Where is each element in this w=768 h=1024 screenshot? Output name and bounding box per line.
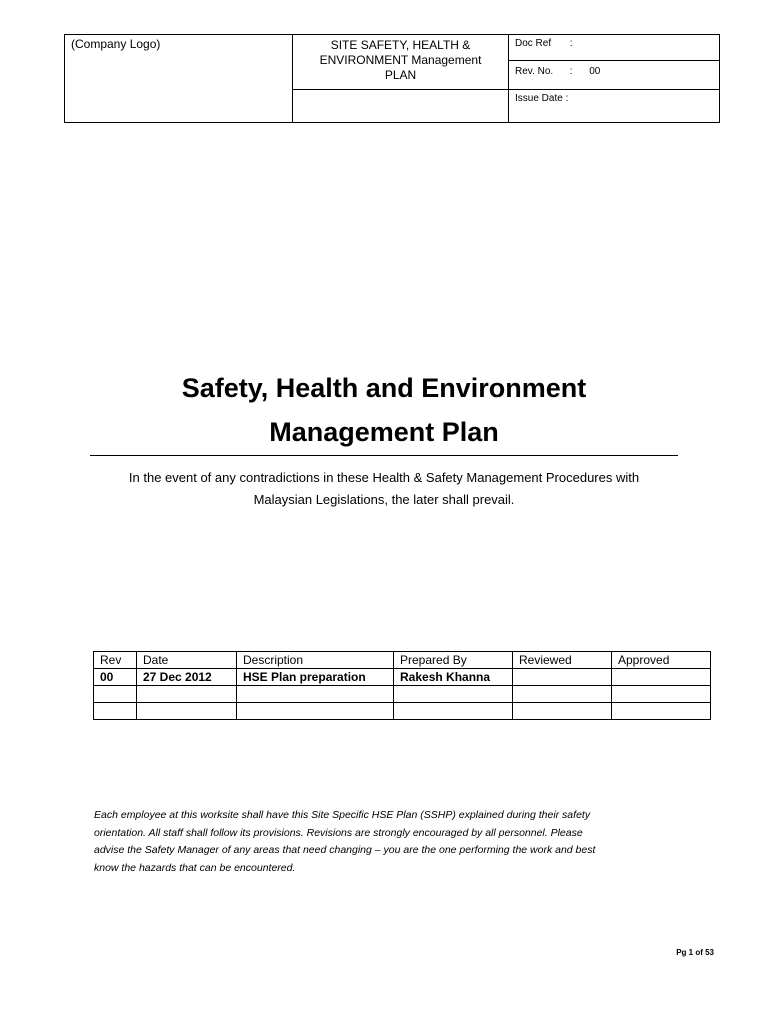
header-title-line-2: ENVIRONMENT Management <box>319 53 482 67</box>
table-cell <box>137 686 237 703</box>
rev-no-value: : 00 <box>569 66 601 77</box>
page-title-line-2: Management Plan <box>269 417 499 447</box>
table-cell: 27 Dec 2012 <box>137 669 237 686</box>
table-cell <box>137 703 237 720</box>
table-cell <box>513 686 612 703</box>
doc-ref-value: : <box>569 38 573 49</box>
column-header-description: Description <box>237 652 394 669</box>
header-title-line-1: SITE SAFETY, HEALTH & <box>330 38 471 52</box>
legislation-note <box>94 467 674 511</box>
table-cell <box>394 686 513 703</box>
table-cell: HSE Plan preparation <box>237 669 394 686</box>
table-cell <box>237 686 394 703</box>
header-title <box>293 35 508 90</box>
header-meta-cell <box>509 35 719 122</box>
revision-table-header <box>94 652 711 669</box>
page-title-line-1: Safety, Health and Environment <box>181 373 587 403</box>
rev-no-label: Rev. No. <box>515 66 554 77</box>
column-header-rev: Rev <box>94 652 137 669</box>
doc-ref-row <box>509 35 719 61</box>
table-cell <box>612 669 711 686</box>
rev-no-row <box>509 61 719 90</box>
table-cell: Rakesh Khanna <box>394 669 513 686</box>
table-row <box>94 686 711 703</box>
page-title <box>90 366 678 454</box>
table-cell <box>394 703 513 720</box>
legislation-note-line-1: In the event of any contradictions in these Health & Safety Management Procedures with <box>128 470 640 485</box>
table-cell <box>94 686 137 703</box>
header-title-line-3: PLAN <box>384 68 417 82</box>
page-number: Pg 1 of 53 <box>676 948 714 957</box>
table-cell <box>237 703 394 720</box>
sshp-instructions-line-1: Each employee at this worksite shall have this Site Specific HSE Plan (SSHP) explained during their safety <box>94 809 591 821</box>
table-row <box>94 703 711 720</box>
revision-table <box>93 651 711 720</box>
sshp-instructions-line-4: know the hazards that can be encountered. <box>94 861 296 874</box>
table-cell: 00 <box>94 669 137 686</box>
table-cell <box>612 703 711 720</box>
sshp-instructions-line-3: advise the Safety Manager of any areas that need changing – you are the one performing the work and best <box>94 844 596 856</box>
column-header-reviewed: Reviewed <box>513 652 612 669</box>
column-header-date: Date <box>137 652 237 669</box>
sshp-instructions <box>94 807 694 877</box>
sshp-instructions-line-2: orientation. All staff shall follow its provisions. Revisions are strongly encouraged by all personnel. Please <box>94 826 583 839</box>
issue-date-row <box>509 90 719 122</box>
column-header-approved: Approved <box>612 652 711 669</box>
company-logo-cell <box>65 35 293 122</box>
issue-date-label: Issue Date : <box>515 93 569 104</box>
table-cell <box>612 686 711 703</box>
table-row <box>94 669 711 686</box>
legislation-note-line-2: Malaysian Legislations, the later shall prevail. <box>253 492 515 507</box>
header-title-cell <box>293 35 509 122</box>
doc-ref-label: Doc Ref <box>515 38 552 49</box>
column-header-prepared-by: Prepared By <box>394 652 513 669</box>
document-header <box>64 34 720 123</box>
table-cell <box>513 669 612 686</box>
company-logo-placeholder: (Company Logo) <box>71 37 161 51</box>
table-cell <box>513 703 612 720</box>
table-cell <box>94 703 137 720</box>
title-divider <box>90 455 678 456</box>
